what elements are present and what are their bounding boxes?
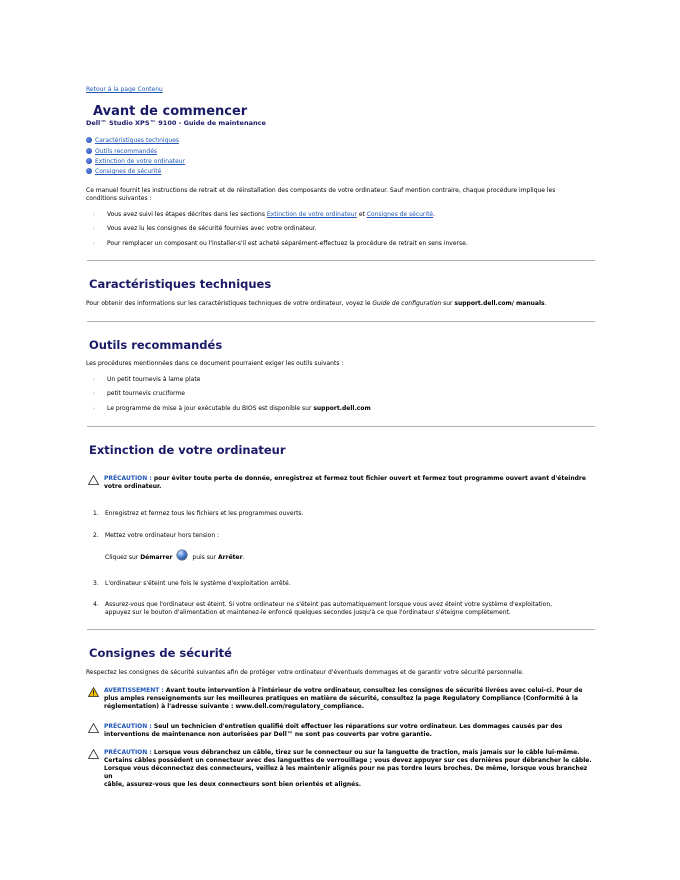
step-text: appuyez sur le bouton d'alimentation et maintenez-le enfoncé quelques secondes jusqu'à ce que l'ordinateur s'éteigne complètement. bbox=[105, 609, 511, 616]
bullet-icon bbox=[86, 158, 92, 164]
step-3: L'ordinateur s'éteint une fois le système d'exploitation arrêté. bbox=[105, 580, 291, 587]
section-title-safety: Consignes de sécurité bbox=[89, 646, 232, 660]
page-subtitle: Dell™ Studio XPS™ 9100 - Guide de maintenance bbox=[86, 119, 266, 127]
list-item-text: Vous avez lu les consignes de sécurité fournies avec votre ordinateur. bbox=[107, 225, 317, 232]
caution-text: Seul un technicien d'entretien qualifié doit effectuer les réparations sur votre ordinateur. Les dommages causés par des bbox=[151, 723, 563, 730]
section-title-specs: Caractéristiques techniques bbox=[89, 277, 272, 291]
caution-note-shutdown bbox=[104, 475, 594, 491]
bullet-icon: › bbox=[93, 241, 95, 247]
caution-text: interventions de maintenance non autorisées par Dell™ ne sont pas couverts par votre garantie. bbox=[104, 731, 432, 738]
specs-guide-name: Guide de configuration bbox=[372, 300, 442, 307]
bullet-icon bbox=[86, 168, 92, 174]
bullet-icon: › bbox=[93, 226, 95, 232]
list-item-text: petit tournevis cruciforme bbox=[107, 390, 185, 397]
step-1: Enregistrez et fermez tous les fichiers et les programmes ouverts. bbox=[105, 510, 304, 517]
bullet-icon: › bbox=[93, 212, 95, 218]
windows-start-icon bbox=[177, 550, 187, 560]
caution-icon bbox=[88, 475, 99, 485]
caution-note-cables bbox=[104, 749, 594, 789]
safety-intro: Respectez les consignes de sécurité suivantes afin de protéger votre ordinateur d'éventuels dommages et de garantir votre sécurité personnelle. bbox=[86, 669, 524, 676]
bullet-icon bbox=[86, 137, 92, 143]
start-label: Démarrer bbox=[140, 554, 173, 561]
caution-note-technician bbox=[104, 723, 594, 739]
list-item bbox=[93, 240, 468, 248]
tools-intro: Les procédures mentionnées dans ce document pourraient exiger les outils suivants : bbox=[86, 360, 344, 367]
step-4 bbox=[105, 601, 595, 617]
back-to-contents-link[interactable]: Retour à la page Contenu bbox=[86, 86, 163, 93]
warning-label: AVERTISSEMENT : bbox=[104, 687, 164, 694]
list-item-text: et bbox=[356, 211, 367, 218]
list-item bbox=[93, 376, 201, 384]
list-item-text: Vous avez suivi les étapes décrites dans les sections bbox=[107, 211, 267, 218]
bullet-icon: › bbox=[93, 377, 95, 383]
divider bbox=[87, 426, 595, 427]
step-number: 1. bbox=[93, 510, 99, 517]
step-2: Mettez votre ordinateur hors tension : bbox=[105, 532, 220, 539]
toc-link-safety[interactable]: Consignes de sécurité bbox=[95, 168, 162, 175]
divider bbox=[87, 321, 595, 322]
link-safety[interactable]: Consignes de sécurité bbox=[366, 211, 434, 218]
intro-line-2: conditions suivantes : bbox=[86, 195, 152, 202]
bullet-icon: › bbox=[93, 391, 95, 397]
step-number: 3. bbox=[93, 580, 99, 587]
step-number: 4. bbox=[93, 601, 99, 608]
support-url: support.dell.com bbox=[313, 405, 371, 412]
warning-text: réglementation) à l'adresse suivante : www.dell.com/regulatory_compliance. bbox=[104, 703, 364, 710]
list-item bbox=[93, 225, 317, 233]
caution-label: PRÉCAUTION : bbox=[104, 723, 152, 730]
step-text: Assurez-vous que l'ordinateur est éteint. Si votre ordinateur ne s'éteint pas automatiquement lorsque vous avez éteint votre système d'exploitation, bbox=[105, 601, 553, 608]
list-item-text: Pour remplacer un composant ou l'installer-s'il est acheté séparément-effectuez la procédure de retrait en sens inverse. bbox=[107, 240, 468, 247]
caution-text: Certains câbles possèdent un connecteur avec des languettes de verrouillage ; vous devez appuyer sur ces dernières pour débrancher le câble. bbox=[104, 757, 592, 764]
shutdown-label: Arrêter bbox=[218, 554, 243, 561]
list-item bbox=[93, 390, 185, 398]
section-title-shutdown: Extinction de votre ordinateur bbox=[89, 443, 286, 457]
intro-line-1: Ce manuel fournit les instructions de retrait et de réinstallation des composants de votre ordinateur. Sauf mention contraire, chaque procédure implique les bbox=[86, 187, 556, 194]
step-text: puis sur bbox=[190, 554, 219, 561]
divider bbox=[87, 629, 595, 630]
warning-icon bbox=[88, 687, 99, 697]
caution-text: câble, assurez-vous que les deux connecteurs sont bien orientés et alignés. bbox=[104, 781, 362, 788]
step-text: . bbox=[242, 554, 245, 561]
list-item-text: Un petit tournevis à lame plate bbox=[107, 376, 201, 383]
warning-text: plus amples renseignements sur les meilleures pratiques en matière de sécurité, consultez la page Regulatory Compliance (Conformité à la bbox=[104, 695, 578, 702]
link-shutdown[interactable]: Extinction de votre ordinateur bbox=[266, 211, 357, 218]
list-item bbox=[93, 405, 371, 413]
caution-text: Lorsque vous débranchez un câble, tirez sur le connecteur ou sur la languette de traction, mais jamais sur le câble lui-même. bbox=[151, 749, 580, 756]
page-title: Avant de commencer bbox=[93, 104, 248, 119]
warning-text: Avant toute intervention à l'intérieur de votre ordinateur, consultez les consignes de sécurité livrées avec celui-ci. Pour de bbox=[163, 687, 583, 694]
section-title-tools: Outils recommandés bbox=[89, 338, 223, 352]
caution-icon bbox=[88, 749, 99, 759]
specs-url: support.dell.com/ manuals bbox=[454, 300, 545, 307]
caution-text: votre ordinateur. bbox=[104, 483, 162, 490]
specs-text: Pour obtenir des informations sur les caractéristiques techniques de votre ordinateur, voyez le bbox=[86, 300, 373, 307]
bullet-icon bbox=[86, 148, 92, 154]
caution-text: pour éviter toute perte de donnée, enregistrez et fermez tout fichier ouvert et fermez tout programme ouvert avant d'éteindre bbox=[151, 475, 586, 482]
list-item-text: Le programme de mise à jour exécutable du BIOS est disponible sur bbox=[107, 405, 314, 412]
bullet-icon: › bbox=[93, 406, 95, 412]
intro-paragraph bbox=[86, 187, 596, 203]
specs-text: sur bbox=[441, 300, 455, 307]
warning-note bbox=[104, 687, 594, 711]
caution-label: PRÉCAUTION : bbox=[104, 475, 152, 482]
caution-label: PRÉCAUTION : bbox=[104, 749, 152, 756]
step-number: 2. bbox=[93, 532, 99, 539]
caution-text: Lorsque vous déconnectez des connecteurs, veillez à les maintenir alignés pour ne pas tordre leurs broches. De même, lorsque vous branchez un bbox=[104, 765, 588, 780]
toc-link-shutdown[interactable]: Extinction de votre ordinateur bbox=[95, 158, 186, 165]
specs-paragraph bbox=[86, 300, 547, 308]
list-item-text: . bbox=[433, 211, 436, 218]
toc-link-tools[interactable]: Outils recommandés bbox=[95, 148, 158, 155]
step-2-substep bbox=[105, 550, 244, 562]
list-item bbox=[93, 211, 436, 219]
caution-icon bbox=[88, 723, 99, 733]
divider bbox=[87, 260, 595, 261]
toc-link-specs[interactable]: Caractéristiques techniques bbox=[95, 137, 180, 144]
step-text: Cliquez sur bbox=[105, 554, 141, 561]
specs-text: . bbox=[544, 300, 547, 307]
